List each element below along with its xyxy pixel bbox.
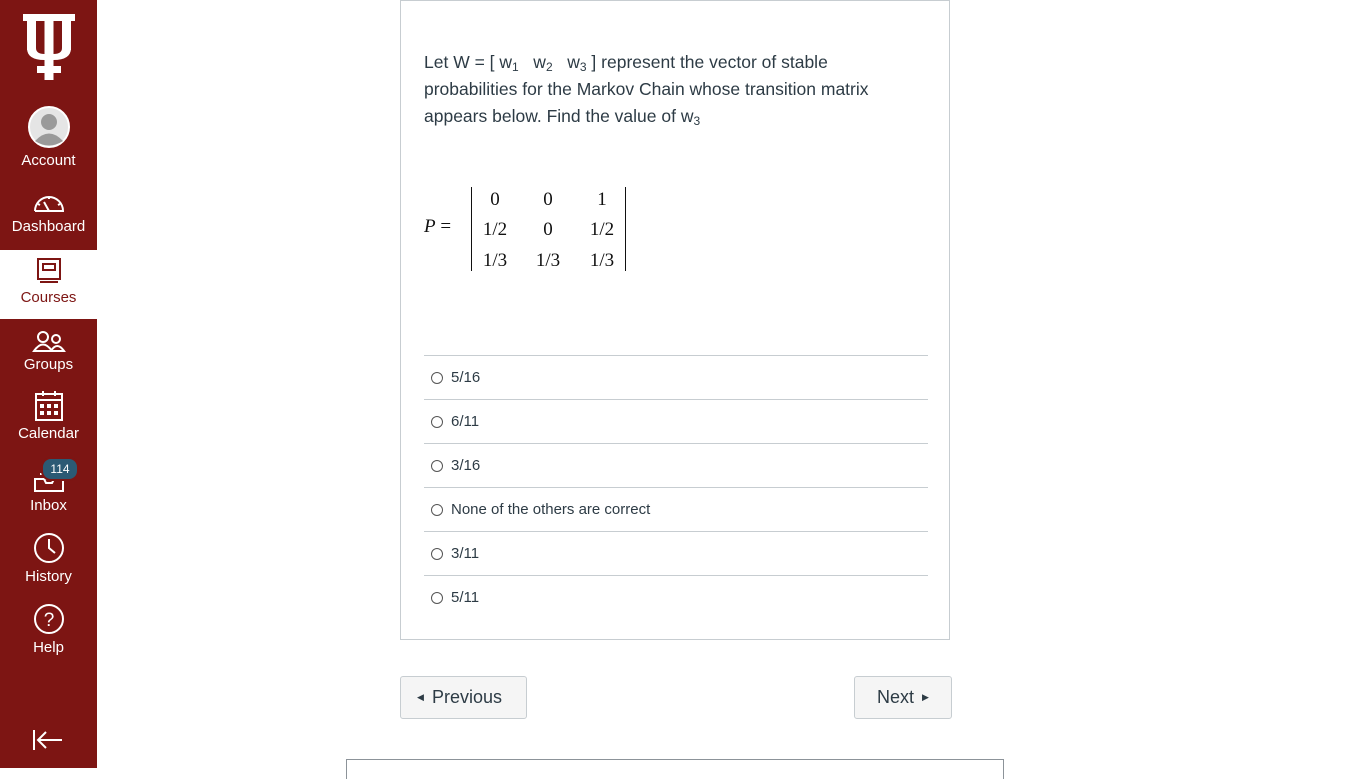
answer-label: 5/16 xyxy=(451,369,481,386)
question-text: Let W = [ $w_1$ $w_2$ $w_3$ ] represent the vector of stable probabilities for the Markov Chain whose transition matrix appears below. Find the value of $w_3$ xyxy=(424,52,869,128)
answer-label: 3/11 xyxy=(451,545,480,562)
nav-item-groups[interactable] xyxy=(0,322,97,373)
answer-list xyxy=(424,355,928,619)
matrix-cell: 0 xyxy=(543,219,553,240)
matrix-cell: 0 xyxy=(490,189,500,210)
matrix-cell: 1 xyxy=(597,189,607,210)
matrix-cell: 1/3 xyxy=(589,250,615,271)
nav-label-calendar: Calendar xyxy=(18,425,79,442)
radio-button[interactable] xyxy=(431,592,443,604)
radio-button[interactable] xyxy=(431,460,443,472)
matrix-cell: 1/2 xyxy=(482,219,508,240)
matrix-cell: 1/3 xyxy=(535,250,561,271)
global-navigation xyxy=(0,0,97,768)
next-button[interactable]: Next ▶ xyxy=(854,676,952,719)
nav-item-help[interactable] xyxy=(0,603,97,656)
nav-item-account[interactable] xyxy=(0,106,97,169)
answer-option[interactable] xyxy=(424,531,928,575)
matrix-lhs: P = xyxy=(424,216,452,237)
calendar-icon xyxy=(35,390,63,421)
nav-label-groups: Groups xyxy=(23,356,74,373)
nav-label-history: History xyxy=(25,568,72,585)
nav-label-courses: Courses xyxy=(20,289,77,306)
nav-label-account: Account xyxy=(21,152,76,169)
nav-item-courses[interactable] xyxy=(0,250,97,319)
nav-label-inbox: Inbox xyxy=(30,497,67,514)
book-icon xyxy=(36,250,62,285)
speedometer-icon xyxy=(32,180,66,214)
previous-button[interactable]: ◀ Previous xyxy=(400,676,527,719)
users-icon xyxy=(32,322,66,352)
iu-trident-icon xyxy=(23,14,75,82)
answer-option[interactable] xyxy=(424,399,928,443)
question-navigation-panel xyxy=(346,759,1004,779)
answer-option[interactable] xyxy=(424,355,928,399)
svg-text:?: ? xyxy=(43,610,54,631)
answer-label: 3/16 xyxy=(451,457,481,474)
nav-label-dashboard: Dashboard xyxy=(11,218,86,235)
collapse-nav-icon[interactable] xyxy=(32,726,64,754)
nav-label-help: Help xyxy=(33,639,64,656)
matrix-cell: 0 xyxy=(543,189,553,210)
matrix-cell: 1/3 xyxy=(482,250,508,271)
radio-button[interactable] xyxy=(431,416,443,428)
avatar-icon xyxy=(28,106,70,148)
answer-label: 6/11 xyxy=(451,413,480,430)
quiz-question xyxy=(400,0,950,640)
answer-option[interactable] xyxy=(424,575,928,619)
question-icon xyxy=(33,603,65,635)
caret-right-icon: ▶ xyxy=(922,692,929,702)
radio-button[interactable] xyxy=(431,548,443,560)
matrix-body xyxy=(471,187,626,271)
radio-button[interactable] xyxy=(431,372,443,384)
matrix-cell: 1/2 xyxy=(589,219,615,240)
nav-item-history[interactable] xyxy=(0,532,97,585)
answer-option[interactable] xyxy=(424,443,928,487)
answer-label: None of the others are correct xyxy=(451,501,651,518)
inbox-unread-badge: 114 xyxy=(41,457,79,481)
nav-item-dashboard[interactable] xyxy=(0,180,97,235)
iu-logo[interactable] xyxy=(0,14,97,86)
nav-item-calendar[interactable] xyxy=(0,390,97,442)
answer-label: 5/11 xyxy=(451,589,480,606)
caret-left-icon: ◀ xyxy=(417,692,424,702)
answer-option[interactable] xyxy=(424,487,928,531)
clock-icon xyxy=(33,532,65,564)
radio-button[interactable] xyxy=(431,504,443,516)
